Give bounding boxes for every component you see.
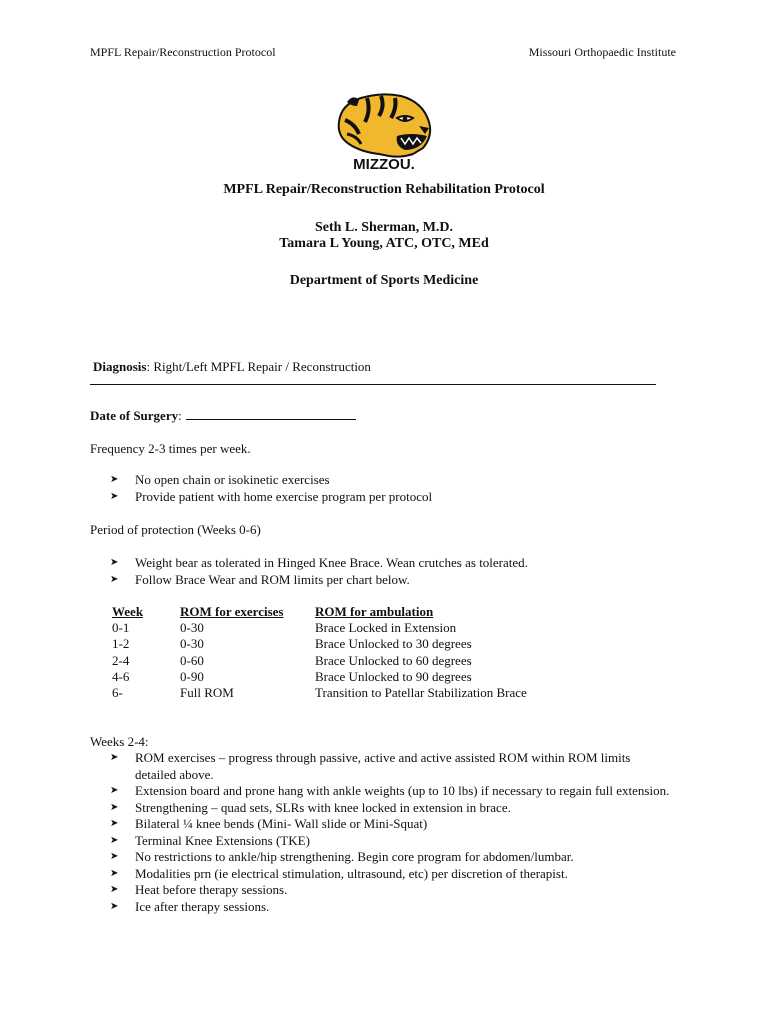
- bullet-text: Heat before therapy sessions.: [135, 882, 288, 897]
- arrow-bullet-icon: ➤: [110, 474, 119, 485]
- general-bullet-list: [90, 472, 690, 505]
- arrow-bullet-icon: ➤: [110, 785, 119, 796]
- list-item: [90, 800, 670, 817]
- arrow-bullet-icon: ➤: [110, 490, 119, 502]
- table-cell: Brace Unlocked to 30 degrees: [315, 636, 472, 652]
- list-item: [90, 572, 690, 589]
- bullet-text: Weight bear as tolerated in Hinged Knee Brace. Wean crutches as tolerated.: [135, 555, 528, 570]
- bullet-text: ROM exercises – progress through passive, active and active assisted ROM within ROM limits detailed above.: [135, 750, 631, 782]
- tiger-head-logo-icon: [331, 92, 437, 172]
- bullet-text: No restrictions to ankle/hip strengthening. Begin core program for abdomen/lumbar.: [135, 849, 574, 864]
- mizzou-tiger-logo: [331, 92, 437, 172]
- arrow-bullet-icon: ➤: [110, 867, 119, 879]
- list-item: [90, 555, 690, 572]
- column-header-rom-exercises: ROM for exercises: [180, 604, 284, 619]
- list-item: [90, 750, 670, 783]
- bullet-text: Follow Brace Wear and ROM limits per chart below.: [135, 571, 410, 587]
- list-item: [90, 489, 690, 506]
- list-item: [90, 849, 670, 866]
- arrow-bullet-icon: ➤: [110, 818, 119, 829]
- list-item: [90, 783, 670, 800]
- arrow-bullet-icon: ➤: [110, 851, 119, 862]
- list-item: [90, 472, 690, 489]
- table-row: [112, 653, 575, 669]
- table-cell: 0-1: [112, 620, 130, 636]
- column-header-rom-ambulation: ROM for ambulation: [315, 604, 434, 619]
- mizzou-wordmark: MIZZOU.: [353, 156, 415, 172]
- arrow-bullet-icon: ➤: [110, 884, 119, 895]
- weeks-2-4-bullet-list: [90, 750, 670, 915]
- bullet-text: Ice after therapy sessions.: [135, 898, 270, 914]
- diagnosis-blank-line: [90, 384, 656, 385]
- table-cell: 6-: [112, 685, 123, 701]
- table-cell: Brace Unlocked to 60 degrees: [315, 652, 472, 668]
- bullet-text: Terminal Knee Extensions (TKE): [135, 832, 310, 848]
- arrow-bullet-icon: ➤: [110, 801, 119, 813]
- arrow-bullet-icon: ➤: [110, 900, 119, 912]
- table-row: [112, 620, 575, 636]
- date-of-surgery-blank: [186, 407, 356, 420]
- header-protocol-title: MPFL Repair/Reconstruction Protocol: [90, 45, 276, 59]
- arrow-bullet-icon: ➤: [110, 573, 119, 585]
- diagnosis-value: : Right/Left MPFL Repair / Reconstruction: [146, 359, 371, 374]
- date-of-surgery-colon: :: [178, 408, 182, 423]
- table-cell: 0-90: [180, 668, 204, 684]
- list-item: [90, 899, 670, 916]
- table-header-row: [112, 604, 575, 620]
- author-primary: Seth L. Sherman, M.D.: [314, 220, 454, 235]
- table-cell: 1-2: [112, 636, 130, 652]
- date-of-surgery-line: [90, 407, 690, 424]
- arrow-bullet-icon: ➤: [110, 834, 119, 846]
- arrow-bullet-icon: ➤: [110, 752, 119, 763]
- diagnosis-label: Diagnosis: [93, 359, 147, 374]
- table-cell: Brace Unlocked to 90 degrees: [315, 668, 472, 684]
- list-item: [90, 882, 670, 899]
- bullet-text: No open chain or isokinetic exercises: [135, 472, 330, 487]
- table-cell: Full ROM: [180, 685, 234, 701]
- protection-bullet-list: [90, 555, 690, 588]
- table-cell: 4-6: [112, 668, 130, 684]
- weeks-2-4-heading: Weeks 2-4:: [90, 734, 149, 749]
- table-cell: 2-4: [112, 652, 130, 668]
- frequency-text: Frequency 2-3 times per week.: [90, 441, 251, 456]
- list-item: [90, 866, 670, 883]
- bullet-text: Provide patient with home exercise program per protocol: [135, 488, 433, 504]
- arrow-bullet-icon: ➤: [110, 557, 119, 568]
- protection-heading: Period of protection (Weeks 0-6): [90, 522, 261, 537]
- author-secondary: Tamara L Young, ATC, OTC, MEd: [279, 236, 489, 251]
- table-cell: 0-30: [180, 620, 204, 636]
- table-cell: 0-60: [180, 652, 204, 668]
- table-row: [112, 636, 575, 652]
- bullet-text: Modalities prn (ie electrical stimulation, ultrasound, etc) per discretion of therapist.: [135, 865, 568, 881]
- bullet-text: Strengthening – quad sets, SLRs with knee locked in extension in brace.: [135, 799, 511, 815]
- rom-limits-table: [112, 604, 575, 701]
- table-cell: Transition to Patellar Stabilization Brace: [315, 685, 527, 701]
- department-name: Department of Sports Medicine: [289, 273, 479, 288]
- bullet-text: Bilateral ¼ knee bends (Mini- Wall slide or Mini-Squat): [135, 816, 428, 831]
- table-cell: Brace Locked in Extension: [315, 620, 457, 636]
- table-row: [112, 685, 575, 701]
- date-of-surgery-label: Date of Surgery: [90, 408, 179, 423]
- header-institute-name: Missouri Orthopaedic Institute: [528, 45, 676, 59]
- bullet-text: Extension board and prone hang with ankle weights (up to 10 lbs) if necessary to regain full extension.: [135, 783, 670, 798]
- table-cell: 0-30: [180, 636, 204, 652]
- column-header-week: Week: [112, 604, 144, 619]
- list-item: [90, 833, 670, 850]
- document-title: MPFL Repair/Reconstruction Rehabilitation Protocol: [223, 182, 545, 197]
- table-row: [112, 669, 575, 685]
- list-item: [90, 816, 670, 833]
- diagnosis-line: [93, 359, 693, 375]
